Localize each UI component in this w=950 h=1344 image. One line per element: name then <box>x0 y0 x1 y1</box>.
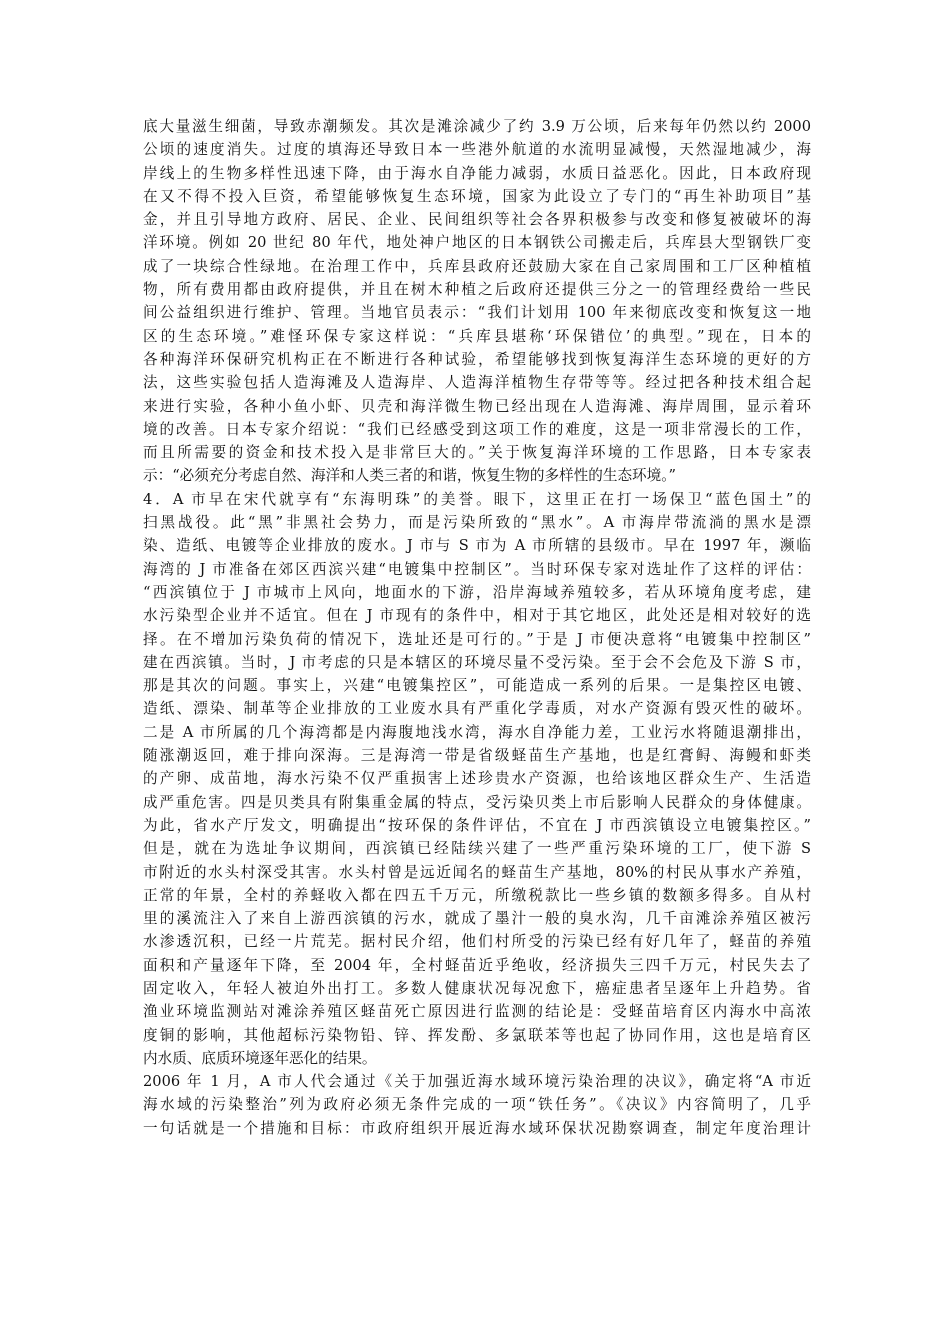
text-line: 2006 年 1 月，A 市人代会通过《关于加强近海水域环境污染治理的决议》，确定将“A 市近 <box>143 1073 811 1091</box>
text-line: 一句话就是一个措施和目标：市政府组织开展近海水域环保状况勘察调查，制定年度治理计 <box>143 1119 811 1137</box>
text-line: 择。在不增加污染负荷的情况下，选址还是可行的。”于是 J 市便决意将“电镀集中控制区” <box>143 630 811 648</box>
text-line: 示：“必须充分考虑自然、海洋和人类三者的和谐，恢复生物的多样性的生态环境。” <box>143 467 676 485</box>
text-line: 成了一块综合性绿地。在治理工作中，兵库县政府还鼓励大家在自己家周围和工厂区种植植 <box>143 257 811 275</box>
text-line: 为此，省水产厅发文，明确提出“按环保的条件评估，不宜在 J 市西滨镇设立电镀集控区。” <box>143 816 811 834</box>
text-line: 境的改善。日本专家介绍说：“我们已经感受到这项工作的难度，这是一项非常漫长的工作， <box>143 420 811 438</box>
text-line: 水渗透沉积，已经一片荒芜。据村民介绍，他们村所受的污染已经有好几年了，蛏苗的养殖 <box>143 933 811 951</box>
text-line: 水污染型企业并不适宜。但在 J 市现有的条件中，相对于其它地区，此处还是相对较好的选 <box>143 607 811 625</box>
text-line: 底大量滋生细菌，导致赤潮频发。其次是滩涂减少了约 3.9 万公顷，后来每年仍然以约 2000 <box>143 118 811 135</box>
text-line: 金，并且引导地方政府、居民、企业、民间组织等社会各界积极参与改变和修复被破坏的海 <box>143 211 811 229</box>
text-line: 染、造纸、电镀等企业排放的废水。J 市与 S 市为 A 市所辖的县级市。早在 1997 年，濒临 <box>143 537 811 555</box>
text-line: 公顷的速度消失。过度的填海还导致日本一些港外航道的水流明显减慢，天然湿地减少，海 <box>143 141 811 159</box>
text-line: 海水域的污染整治”列为政府必须无条件完成的一项“铁任务”。《决议》内容简明了，几乎 <box>143 1096 811 1114</box>
text-line: 度铜的影响，其他超标污染物铅、锌、挥发酚、多氯联苯等也起了协同作用，这也是培育区 <box>143 1026 811 1044</box>
text-line: 区的生态环境。”难怪环保专家这样说：“兵库县堪称‘环保错位’的典型。”现在，日本的 <box>143 327 811 345</box>
text-line: 内水质、底质环境逐年恶化的结果。 <box>143 1049 377 1067</box>
text-line: 扫黑战役。此“黑”非黑社会势力，而是污染所致的“黑水”。A 市海岸带流淌的黑水是漂 <box>143 514 811 532</box>
text-line: 那是其次的问题。事实上，兴建“电镀集控区”，可能造成一系列的后果。一是集控区电镀、 <box>143 677 811 695</box>
text-line: 岸线上的生物多样性迅速下降，由于海水自净能力减弱，水质日益恶化。因此，日本政府现 <box>143 164 811 182</box>
text-line: 固定收入，年轻人被迫外出打工。多数人健康状况每况愈下，癌症患者呈逐年上升趋势。省 <box>143 979 811 997</box>
text-line: 来进行实验，各种小鱼小虾、贝壳和海洋微生物已经出现在人造海滩、海岸周围，显示着环 <box>143 397 811 415</box>
text-line: 物，所有费用都由政府提供，并且在树木种植之后政府还提供三分之一的管理经费给一些民 <box>143 281 811 299</box>
text-line: 渔业环境监测站对滩涂养殖区蛏苗死亡原因进行监测的结论是：受蛏苗培育区内海水中高浓 <box>143 1003 811 1021</box>
text-line: 的产卵、成苗地，海水污染不仅严重损害上述珍贵水产资源，也给该地区群众生产、生活造 <box>143 770 811 788</box>
text-line: 洋环境。例如 20 世纪 80 年代，地处神户地区的日本钢铁公司搬走后，兵库县大型钢铁厂变 <box>143 234 811 252</box>
text-line: 而且所需要的资金和技术投入是非常巨大的。”关于恢复海洋环境的工作思路，日本专家表 <box>143 444 811 462</box>
text-line: 但是，就在为选址争议期间，西滨镇已经陆续兴建了一些严重污染环境的工厂，使下游 S <box>143 840 811 858</box>
document-page <box>143 115 811 1140</box>
text-line: 法，这些实验包括人造海滩及人造海岸、人造海洋植物生存带等等。经过把各种技术组合起 <box>143 374 811 392</box>
text-line: 建在西滨镇。当时，J 市考虑的只是本辖区的环境尽量不受污染。至于会不会危及下游 S 市， <box>143 653 811 671</box>
text-line: 里的溪流注入了来自上游西滨镇的污水，就成了墨汁一般的臭水沟，几千亩滩涂养殖区被污 <box>143 910 811 928</box>
text-line: 在又不得不投入巨资，希望能够恢复生态环境，国家为此设立了专门的“再生补助项目”基 <box>143 187 811 205</box>
text-line: 间公益组织进行维护、管理。当地官员表示：“我们计划用 100 年来彻底改变和恢复这一地 <box>143 304 811 322</box>
text-line: 面积和产量逐年下降，至 2004 年，全村蛏苗近乎绝收，经济损失三四千万元，村民失去了 <box>143 956 811 974</box>
text-line: 成严重危害。四是贝类具有附集重金属的特点，受污染贝类上市后影响人民群众的身体健康。 <box>143 793 811 811</box>
text-line: 正常的年景，全村的养蛏收入都在四五千万元，所缴税款比一些乡镇的数额多得多。自从村 <box>143 886 811 904</box>
text-line: 海湾的 J 市准备在郊区西滨兴建“电镀集中控制区”。当时环保专家对选址作了这样的评估： <box>143 560 811 578</box>
text-line: 4．A 市早在宋代就享有“东海明珠”的美誉。眼下，这里正在打一场保卫“蓝色国土”的 <box>143 490 811 508</box>
text-line: 市附近的水头村深受其害。水头村曾是远近闻名的蛏苗生产基地，80%的村民从事水产养殖， <box>143 863 811 881</box>
text-line: 二是 A 市所属的几个海湾都是内海腹地浅水湾，海水自净能力差，工业污水将随退潮排出， <box>143 723 811 741</box>
text-line: 各种海洋环保研究机构正在不断进行各种试验，希望能够找到恢复海洋生态环境的更好的方 <box>143 350 811 368</box>
text-line: 造纸、漂染、制革等企业排放的工业废水具有严重化学毒质，对水产资源有毁灭性的破坏。 <box>143 700 811 718</box>
text-line: 随涨潮返回，难于排向深海。三是海湾一带是省级蛏苗生产基地，也是红膏鲟、海鳗和虾类 <box>143 747 811 765</box>
text-line: “西滨镇位于 J 市城市上风向，地面水的下游，沿岸海域养殖较多，若从环境角度考虑，建 <box>143 583 811 601</box>
